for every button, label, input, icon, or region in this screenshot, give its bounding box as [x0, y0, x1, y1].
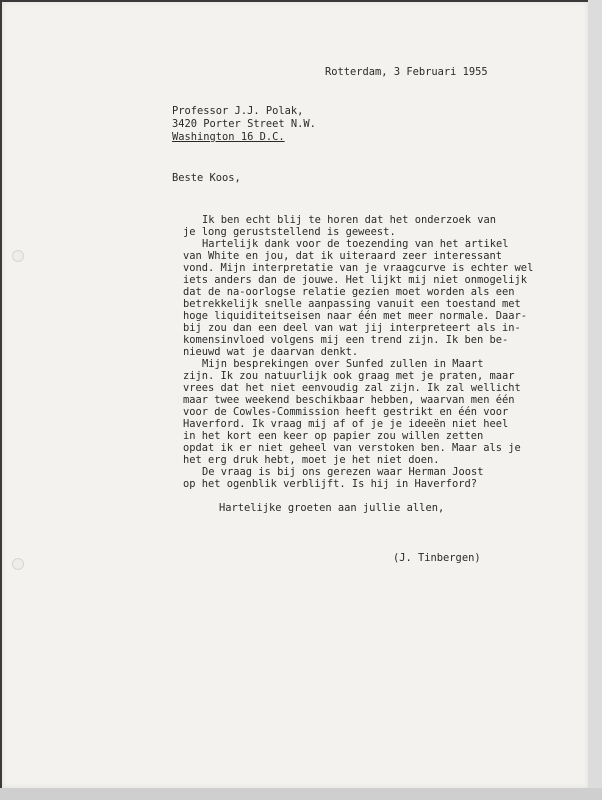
- salutation: Beste Koos,: [172, 172, 241, 184]
- body-line: het erg druk hebt, moet je het niet doen.: [183, 454, 440, 466]
- body-line: van White en jou, dat ik uiteraard zeer interessant: [183, 250, 503, 262]
- body-line: De vraag is bij ons gerezen waar Herman Joost: [202, 466, 484, 478]
- body-line: nieuwd wat je daarvan denkt.: [183, 346, 359, 358]
- body-line: Mijn besprekingen over Sunfed zullen in Maart: [202, 358, 484, 370]
- address-line-name: Professor J.J. Polak,: [172, 105, 304, 117]
- body-line: betrekkelijk snelle aanpassing vanuit een toestand met: [183, 298, 521, 310]
- body-line: Hartelijk dank voor de toezending van het artikel: [202, 238, 509, 250]
- body-line: in het kort een keer op papier zou willen zetten: [183, 430, 484, 442]
- body-line: iets anders dan de jouwe. Het lijkt mij niet onmogelijk: [183, 274, 528, 286]
- body-line: Haverford. Ik vraag mij af of je je ideeën niet heel: [183, 418, 509, 430]
- body-line: dat de na-oorlogse relatie gezien moet worden als een: [183, 286, 515, 298]
- body-line: hoge liquiditeitseisen naar één met meer normale. Daar-: [183, 310, 528, 322]
- body-line: bij zou dan een deel van wat jij interpreteert als in-: [183, 322, 521, 334]
- body-line: vond. Mijn interpretatie van je vraagcurve is echter wel: [183, 262, 534, 274]
- body-line: je long geruststellend is geweest.: [183, 226, 396, 238]
- body-line: zijn. Ik zou natuurlijk ook graag met je praten, maar: [183, 370, 515, 382]
- body-line: Ik ben echt blij te horen dat het onderzoek van: [202, 214, 497, 226]
- body-line: op het ogenblik verblijft. Is hij in Haverford?: [183, 478, 478, 490]
- punch-hole: [12, 250, 24, 262]
- body-line: maar twee weekend beschikbaar hebben, waarvan men één: [183, 394, 515, 406]
- scan-margin-bottom: [0, 788, 602, 800]
- address-line-city: Washington 16 D.C.: [172, 131, 285, 143]
- place-date: Rotterdam, 3 Februari 1955: [325, 66, 488, 78]
- body-line: komensinvloed volgens mij een trend zijn. Ik ben be-: [183, 334, 509, 346]
- body-line: vrees dat het niet eenvoudig zal zijn. Ik zal wellicht: [183, 382, 521, 394]
- punch-hole: [12, 558, 24, 570]
- scan-margin-right: [588, 0, 602, 800]
- body-line: opdat ik er niet geheel van verstoken ben. Maar als je: [183, 442, 521, 454]
- body-line: voor de Cowles-Commission heeft gestrikt en één voor: [183, 406, 509, 418]
- address-line-street: 3420 Porter Street N.W.: [172, 118, 316, 130]
- closing: Hartelijke groeten aan jullie allen,: [219, 502, 445, 514]
- signature: (J. Tinbergen): [393, 552, 481, 564]
